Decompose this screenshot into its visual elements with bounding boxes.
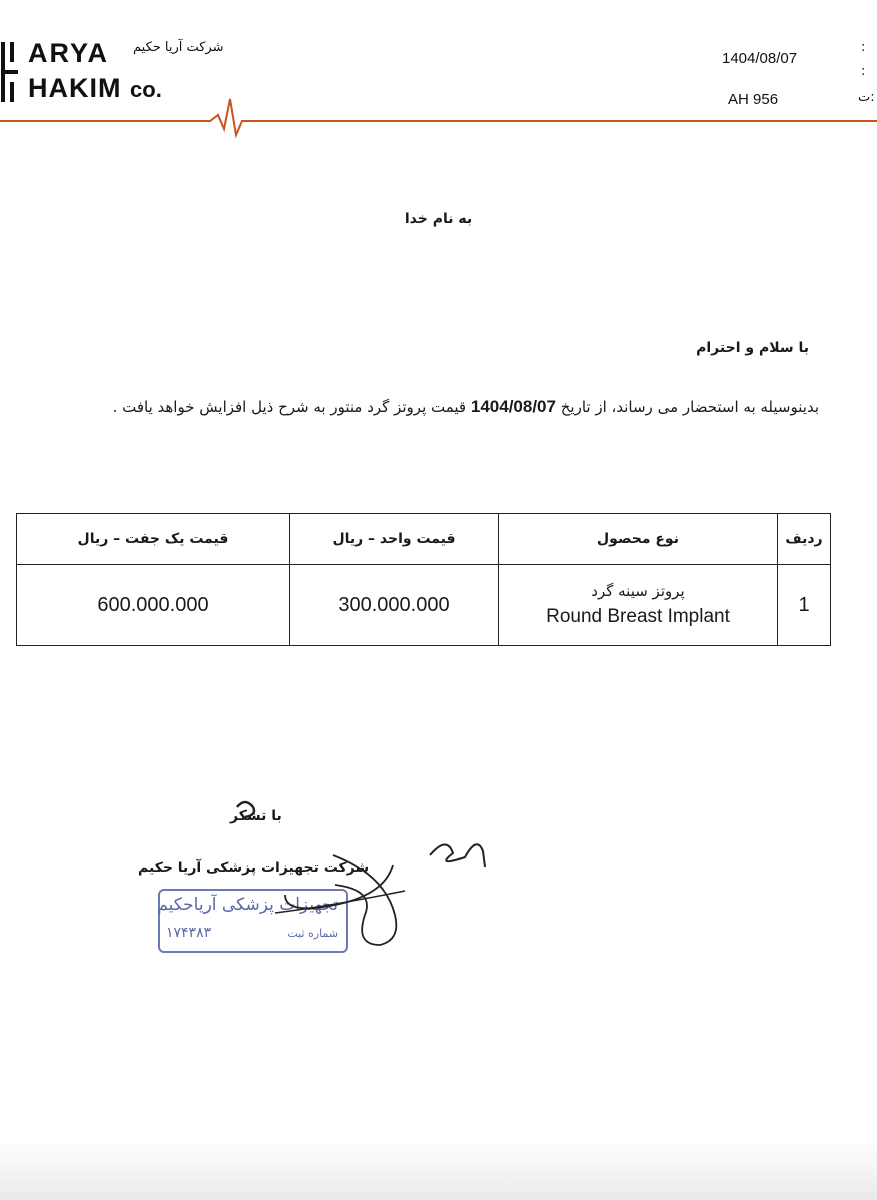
- page-shadow: [0, 1140, 877, 1200]
- table-row: [17, 565, 831, 646]
- cell-row-number: 1: [778, 565, 831, 646]
- greeting: با سلام و احترام: [696, 340, 809, 356]
- field-label-date: :: [861, 40, 866, 55]
- handwritten-signature: [215, 795, 515, 955]
- product-name-english: Round Breast Implant: [546, 606, 730, 627]
- letter-body: [29, 386, 819, 428]
- body-text-after: قیمت پروتز گرد منتور به شرح ذیل افزایش خواهد یافت .: [112, 398, 471, 416]
- field-label-attachment: ت:: [858, 90, 875, 105]
- logo-suffix: co.: [130, 77, 162, 102]
- field-label-number: :: [861, 64, 866, 79]
- logo-line1: ARYA: [28, 38, 110, 68]
- cell-pair-price: 600.000.000: [17, 565, 290, 646]
- header-pair-price: قیمت یک جفت – ریال: [17, 514, 290, 565]
- header-unit-price: قیمت واحد – ریال: [290, 514, 499, 565]
- letter-date: 1404/08/07: [722, 50, 798, 67]
- cell-product: [499, 565, 778, 646]
- logo-name: HAKIM: [28, 73, 122, 103]
- signer-company: شرکت تجهیزات پزشکی آریا حکیم: [138, 860, 370, 876]
- stamp-registration-number: ۱۷۴۳۸۳: [166, 925, 212, 941]
- product-name-persian: پروتز سینه گرد: [591, 582, 685, 600]
- body-text-before: بدینوسیله به استحضار می رساند، از تاریخ: [555, 398, 819, 416]
- cell-unit-price: 300.000.000: [290, 565, 499, 646]
- price-table: [16, 513, 831, 646]
- company-name-persian: شرکت آریا حکیم: [133, 40, 224, 55]
- table-header-row: [17, 514, 831, 565]
- header-product-type: نوع محصول: [499, 514, 778, 565]
- stamp-company-name: تجهیزات پزشکی آریاحکیم: [157, 895, 338, 915]
- stamp-registration-label: شماره ثبت: [287, 927, 338, 940]
- letter-reference: AH 956: [728, 91, 779, 108]
- body-date: 1404/08/07: [470, 397, 556, 416]
- bismillah-heading: به نام خدا: [404, 211, 473, 227]
- header-row-number: ردیف: [778, 514, 831, 565]
- closing-thanks: با تشکر: [230, 808, 282, 824]
